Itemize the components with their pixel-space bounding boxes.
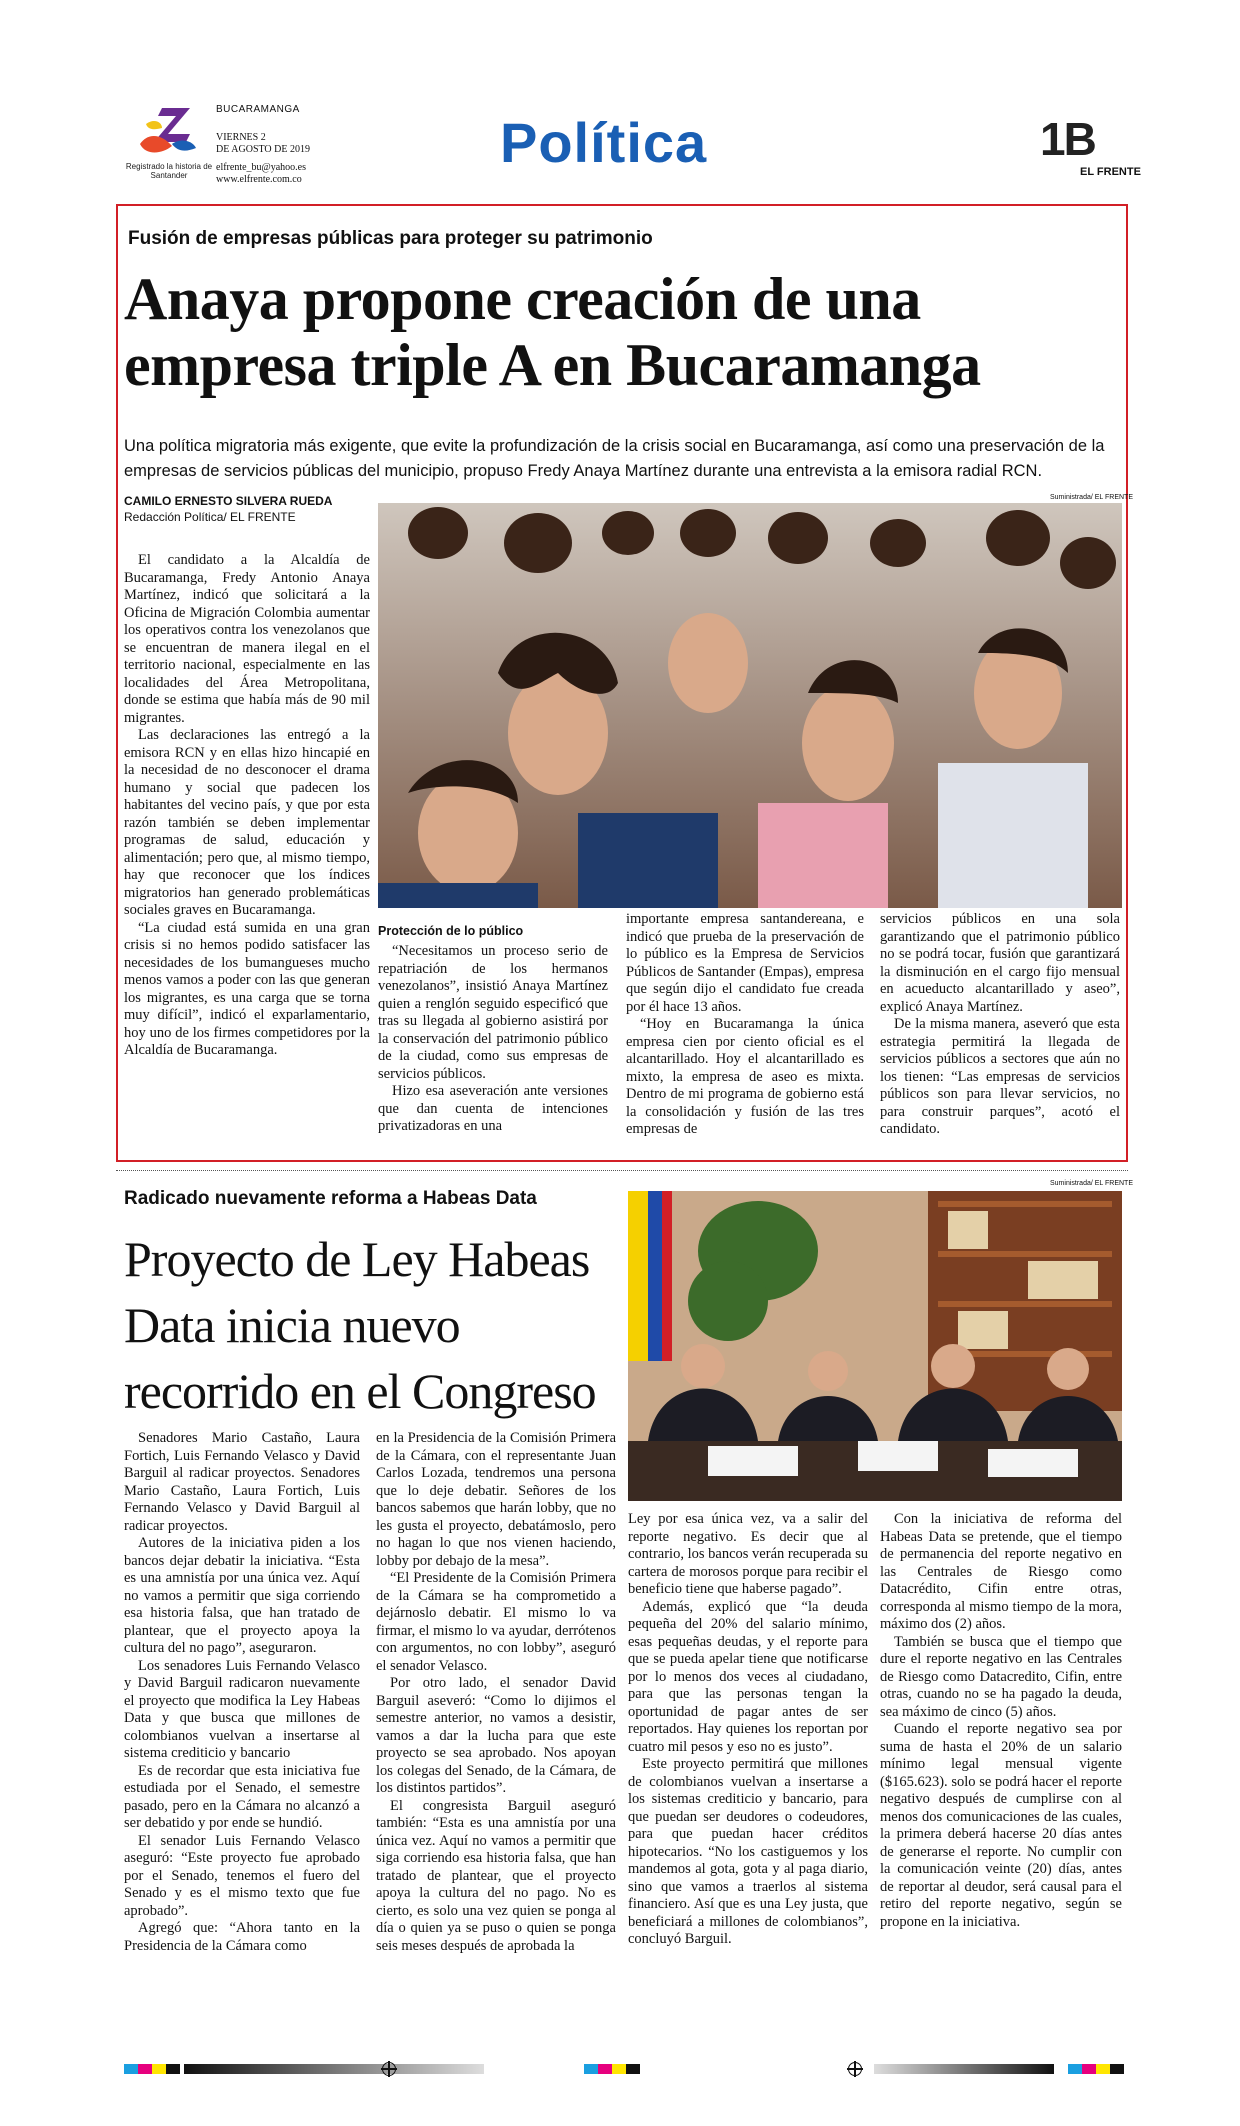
- headline-line: recorrido en el Congreso: [124, 1363, 596, 1419]
- contact-email[interactable]: elfrente_bu@yahoo.es: [216, 162, 307, 173]
- article1-lead: Una política migratoria más exigente, que evite la profundización de la crisis social en Bucaramanga, así como una preservación de la empresas de servicios públicas del municipio, propuso Fredy Anaya Martínez durante una entrevista a la emisora radial RCN.: [124, 437, 1105, 480]
- paragraph: Cuando el reporte negativo sea por suma de hasta el 20% de un salario mínimo legal mensual vigente ($165.623). solo se podrá hacer el reporte negativo después de cumplirse con al menos dos comunicaciones de las cuales, la primera deberá hacerse 20 días antes de generarse el reporte. No cumplir con la comunicación veinte (20) días, antes de reportar al deudor, será causal para el retiro del reporte negativo, según se propone en la iniciativa.: [880, 1721, 1122, 1930]
- paragraph: en la Presidencia de la Comisión Primera de la Cámara, con el representante Juan Carlos Lozada, tendremos una persona que lo deje debatir. Señores de los bancos sabemos que harán lobby, que no les gusta el proyecto, debatámoslo, pero no hagan lo que nos vienen haciendo, lobby por debajo de la mesa”.: [376, 1430, 616, 1569]
- headline-line: empresa triple A en Bucaramanga: [124, 332, 981, 398]
- article1-kicker: Fusión de empresas públicas para proteger su patrimonio: [128, 228, 653, 249]
- edition-city: BUCARAMANGA: [216, 104, 300, 115]
- edition-date: DE AGOSTO DE 2019: [216, 144, 310, 155]
- paragraph: Es de recordar que esta iniciativa fue estudiada por el Senado, el semestre pasado, pero en la Cámara no alcanzó a ser debatido y por ende se hundió.: [124, 1762, 360, 1831]
- article2-column-2: [376, 1430, 616, 1955]
- article1-column-4: [880, 911, 1120, 1139]
- article1-byline-role: Redacción Política/ EL FRENTE: [124, 510, 296, 524]
- paragraph: “Hoy en Bucaramanga la única empresa cien por ciento oficial es el alcantarillado. Hoy el alcantarillado es mixto, la empresa de aseo es mixta. Dentro de mi programa de gobierno está la consolidación y fusión de las tres empresas de: [626, 1016, 864, 1137]
- paragraph: El congresista Barguil aseguró también: “Esta es una amnistía por una única vez. Aquí no vamos a permitir que siga corriendo esa historia falsa, que han tratado de plantear, que el proyecto apoya la cultura del no pago. No es cierto, es solo una vez quien se ponga al día o quien ya se puso o quien se ponga seis meses después de aprobada la: [376, 1797, 616, 1954]
- paragraph: Las declaraciones las entregó a la emisora RCN y en ellas hizo hincapié en la necesidad de no desconocer el drama humano y social que padecen los habitantes del vecino país, y que por esta razón también se deben implementar programas de salud, educación y alimentación; pero que, al mismo tiempo, hay que reconocer que los índices migratorios han generado problemáticas sociales graves en Bucaramanga.: [124, 727, 370, 918]
- article1-column-2: [378, 943, 608, 1136]
- paragraph: Senadores Mario Castaño, Laura Fortich, Luis Fernando Velasco y David Barguil al radicar proyectos. Senadores Mario Castaño, Laura Fortich, Luis Fernando Velasco y David Barguil al radicar proyectos.: [124, 1430, 360, 1534]
- article1-byline: CAMILO ERNESTO SILVERA RUEDA: [124, 494, 333, 508]
- headline-line: Anaya propone creación de una: [124, 266, 921, 332]
- paragraph: Los senadores Luis Fernando Velasco y David Barguil radicaron nuevamente el proyecto que modifica la Ley Habeas Data y que busca que millones de colombianos vuelvan a insertarse al sistema crediticio y bancario: [124, 1657, 360, 1761]
- paragraph: “La ciudad está sumida en una gran crisis si no hemos podido satisfacer las necesidades de los bumangueses mucho menos vamos a poder con las que generan los migrantes, es una carga que se torna muy difícil”, indicó el exparlamentario, hoy uno de los firmes competidores por la Alcaldía de Bucaramanga.: [124, 919, 370, 1058]
- website-link[interactable]: www.elfrente.com.co: [216, 174, 302, 185]
- paragraph: El senador Luis Fernando Velasco aseguró: “Este proyecto fue aprobado por el Senado, tenemos el fuero del Senado y es el mismo texto que fue aprobado”.: [124, 1832, 360, 1919]
- photo2-credit: Suministrada/ EL FRENTE: [1050, 1180, 1133, 1187]
- brand-name: EL FRENTE: [1080, 166, 1141, 178]
- registration-mark-icon: [382, 2062, 396, 2076]
- paragraph: Agregó que: “Ahora tanto en la Presidencia de la Cámara como: [124, 1920, 360, 1954]
- paragraph: El candidato a la Alcaldía de Bucaramanga, Fredy Antonio Anaya Martínez, indicó que solicitará a la Oficina de Migración Colombia aumentar los operativos contra los venezolanos que se encuentran de manera ilegal en el territorio nacional, especialmente en las localidades del Área Metropolitana, donde se estima que había más de 90 mil migrantes.: [124, 552, 370, 726]
- article2-column-3: [628, 1511, 868, 1949]
- paragraph: De la misma manera, aseveró que esta estrategia permitirá la llegada de servicios públicos a sectores que aún no los tienen: “Las empresas de servicios públicos son para llevar servicios, no para construir parques”, acotó el candidato.: [880, 1016, 1120, 1137]
- paragraph: Con la iniciativa de reforma del Habeas Data se pretende, que el tiempo de permanencia del reporte negativo en las Centrales de Riesgo como Datacrédito, Cifin entre otras, corresponda al mismo tiempo de la mora, máximo dos (2) años.: [880, 1511, 1122, 1632]
- newspaper-logo: [132, 104, 202, 159]
- paragraph: “El Presidente de la Comisión Primera de la Cámara se ha comprometido a dejárnoslo debatir. El mismo lo va firmar, el mismo lo va ayudar, derrótenos con argumentos, no con lobby”, aseguró el senador Velasco.: [376, 1570, 616, 1674]
- paragraph: También se busca que el tiempo que dure el reporte negativo en las Centrales de Riesgo como Datacredito, Cifin, entre otras, cuando no se ha pagado la deuda, sea máximo de cinco (5) años.: [880, 1633, 1122, 1720]
- article1-column-3: [626, 911, 864, 1139]
- headline-line: Proyecto de Ley Habeas: [124, 1231, 590, 1287]
- article2-headline[interactable]: [124, 1226, 624, 1424]
- edition-day: VIERNES 2: [216, 132, 266, 143]
- paragraph: Ley por esa única vez, va a salir del reporte negativo. Es decir que al contrario, los bancos verán recuperada su cartera de morosos porque para recibir el beneficio tiene que haberse pagado”.: [628, 1511, 868, 1597]
- congress-signing-photo[interactable]: [628, 1191, 1122, 1501]
- section-divider: [116, 1170, 1128, 1171]
- print-color-bar: [124, 2062, 1124, 2076]
- page-number: 1B: [1040, 113, 1095, 165]
- paragraph: Este proyecto permitirá que millones de colombianos vuelvan a insertarse a los sistemas crediticio y bancario, para que puedan ser deudores o codeudores, para que puedan hacer créditos hipotecarios. “No los castiguemos y los mandemos al gota, gota y al paga diario, sino que vamos a traerlos al sistema financiero. Así que es una Ley justa, que beneficiará a millones de colombianos”, concluyó Barguil.: [628, 1756, 868, 1947]
- section-title: Política: [500, 111, 708, 174]
- paragraph: Además, explicó que “la deuda pequeña del 20% del salario mínimo, esas pequeñas deudas, y el reporte para que se pueda apelar tiene que notificarse por lo menos dos veces al ciudadano, para que las personas tengan la oportunidad de pagar antes de ser reportados. Hay quienes los reportan por cuatro mil pesos y eso no es justo”.: [628, 1598, 868, 1755]
- article1-column-1: [124, 552, 370, 1060]
- article2-column-4: [880, 1511, 1122, 1931]
- article2-column-1: [124, 1430, 360, 1955]
- paragraph: Por otro lado, el senador David Barguil aseveró: “Como lo dijimos el semestre anterior, no vamos a desistir, vamos a dar la lucha para que este proyecto se sea aprobado. Nos apoyan los colegas del Senado, de la Cámara, de los distintos partidos”.: [376, 1675, 616, 1796]
- paragraph: importante empresa santandereana, e indicó que prueba de la preservación de lo público es la Empresa de Servicios Públicos de Santander (Empas), empresa que según dijo el candidato fue creada por él hace 13 años.: [626, 911, 864, 1015]
- article1-headline[interactable]: [124, 266, 1124, 398]
- paragraph: Hizo esa aseveración ante versiones que dan cuenta de intenciones privatizadoras en una: [378, 1083, 608, 1134]
- headline-line: Data inicia nuevo: [124, 1297, 460, 1353]
- article1-subhead: Protección de lo público: [378, 924, 524, 938]
- logo-caption: Registrado la historia de Santander: [125, 162, 213, 180]
- paragraph: Autores de la iniciativa piden a los bancos dejar debatir la iniciativa. “Esta es una amnistía por una única vez. Aquí no vamos a permitir que siga corriendo esa historia falsa, que han tratado de plantear, que el proyecto apoya la cultura del no pago”, aseguraron.: [124, 1535, 360, 1656]
- crowd-photo[interactable]: [378, 503, 1122, 908]
- paragraph: servicios públicos en una sola garantizando que el patrimonio público no se podrá tocar, fusión que garantizará la disminución en el cargo fijo mensual en acueducto alcantarillado y aseo”, explicó Anaya Martínez.: [880, 911, 1120, 1015]
- article2-kicker: Radicado nuevamente reforma a Habeas Data: [124, 1188, 537, 1209]
- registration-mark-icon: [848, 2062, 862, 2076]
- paragraph: “Necesitamos un proceso serio de repatriación de los hermanos venezolanos”, insistió Anaya Martínez quien a renglón seguido especificó que tras su llegada al gobierno asistirá por la conservación del patrimonio público de la ciudad, como sus empresas de servicios públicos.: [378, 943, 608, 1082]
- photo1-credit: Suministrada/ EL FRENTE: [1050, 494, 1133, 501]
